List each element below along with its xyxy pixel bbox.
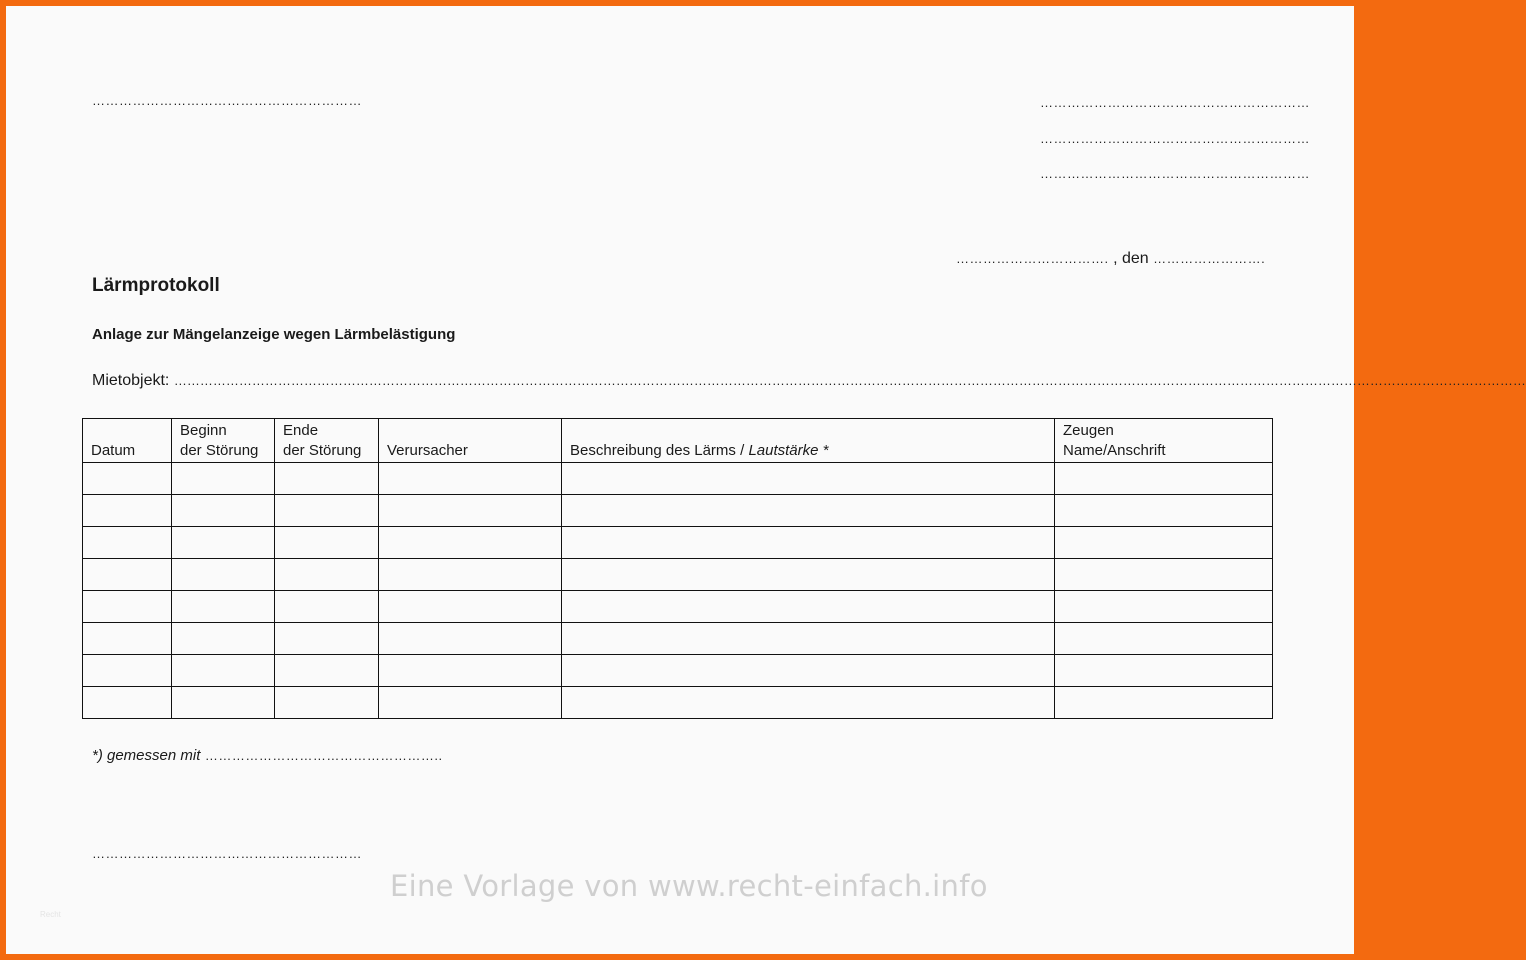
- noise-protocol-table: [82, 418, 1273, 719]
- cell-verursacher[interactable]: [379, 559, 562, 591]
- rental-object-dots: ……………………………………………………………………………………………………………………………………………………………………………………………………………………………………………………………………………………: [173, 373, 1526, 388]
- footnote-dots: ……………………………………………..: [204, 748, 443, 763]
- cell-datum[interactable]: [83, 463, 172, 495]
- cell-ende[interactable]: [275, 655, 379, 687]
- cell-beginn[interactable]: [172, 527, 275, 559]
- cell-zeugen[interactable]: [1055, 559, 1273, 591]
- place-dots: …………………………….: [956, 251, 1109, 266]
- table-row: [83, 655, 1273, 687]
- cell-verursacher[interactable]: [379, 591, 562, 623]
- cell-zeugen[interactable]: [1055, 463, 1273, 495]
- table-row: [83, 623, 1273, 655]
- cell-beschreibung[interactable]: [562, 655, 1055, 687]
- sender-line: ……………………………………………………: [92, 93, 362, 108]
- cell-zeugen[interactable]: [1055, 687, 1273, 719]
- cell-datum[interactable]: [83, 559, 172, 591]
- header-ende: Ende der Störung: [275, 419, 379, 463]
- cell-beschreibung[interactable]: [562, 559, 1055, 591]
- place-date-connector: , den: [1113, 250, 1149, 267]
- cell-datum[interactable]: [83, 655, 172, 687]
- rental-object-line: [92, 372, 1526, 390]
- recipient-line-3: ……………………………………………………: [1040, 166, 1310, 181]
- cell-ende[interactable]: [275, 559, 379, 591]
- cell-verursacher[interactable]: [379, 623, 562, 655]
- cell-verursacher[interactable]: [379, 527, 562, 559]
- table-row: [83, 591, 1273, 623]
- cell-beginn[interactable]: [172, 591, 275, 623]
- cell-ende[interactable]: [275, 527, 379, 559]
- table-row: [83, 495, 1273, 527]
- cell-ende[interactable]: [275, 463, 379, 495]
- cell-datum[interactable]: [83, 495, 172, 527]
- header-datum: Datum: [83, 419, 172, 463]
- cell-beginn[interactable]: [172, 623, 275, 655]
- cell-datum[interactable]: [83, 623, 172, 655]
- cell-zeugen[interactable]: [1055, 591, 1273, 623]
- footnote-line: [92, 747, 443, 765]
- cell-datum[interactable]: [83, 591, 172, 623]
- cell-verursacher[interactable]: [379, 687, 562, 719]
- watermark-text: Eine Vorlage von www.recht-einfach.info: [390, 869, 988, 903]
- cell-verursacher[interactable]: [379, 463, 562, 495]
- cell-ende[interactable]: [275, 495, 379, 527]
- header-zeugen: Zeugen Name/Anschrift: [1055, 419, 1273, 463]
- table-row: [83, 527, 1273, 559]
- cell-beschreibung[interactable]: [562, 527, 1055, 559]
- table-row: [83, 687, 1273, 719]
- cell-beginn[interactable]: [172, 495, 275, 527]
- header-beginn: Beginn der Störung: [172, 419, 275, 463]
- cell-zeugen[interactable]: [1055, 527, 1273, 559]
- rental-object-label: Mietobjekt:: [92, 372, 170, 389]
- footnote-label: *) gemessen mit: [92, 747, 201, 764]
- cell-ende[interactable]: [275, 591, 379, 623]
- table-row: [83, 559, 1273, 591]
- table-body: [83, 463, 1273, 719]
- table-row: [83, 463, 1273, 495]
- cell-beginn[interactable]: [172, 687, 275, 719]
- corner-mark: Recht: [40, 910, 61, 919]
- cell-ende[interactable]: [275, 687, 379, 719]
- document-page: [6, 6, 1526, 954]
- cell-verursacher[interactable]: [379, 495, 562, 527]
- cell-datum[interactable]: [83, 527, 172, 559]
- date-dots: …………………….: [1153, 251, 1266, 266]
- cell-beschreibung[interactable]: [562, 463, 1055, 495]
- header-beschreibung: Beschreibung des Lärms / Lautstärke *: [562, 419, 1055, 463]
- signature-line: ……………………………………………………: [92, 846, 362, 861]
- cell-beschreibung[interactable]: [562, 591, 1055, 623]
- cell-ende[interactable]: [275, 623, 379, 655]
- cell-beginn[interactable]: [172, 655, 275, 687]
- header-verursacher: Verursacher: [379, 419, 562, 463]
- cell-beschreibung[interactable]: [562, 687, 1055, 719]
- cell-zeugen[interactable]: [1055, 495, 1273, 527]
- page-title: Lärmprotokoll: [92, 275, 220, 296]
- cell-beginn[interactable]: [172, 463, 275, 495]
- recipient-line-1: ……………………………………………………: [1040, 95, 1310, 110]
- cell-zeugen[interactable]: [1055, 655, 1273, 687]
- cell-beginn[interactable]: [172, 559, 275, 591]
- cell-zeugen[interactable]: [1055, 623, 1273, 655]
- cell-beschreibung[interactable]: [562, 623, 1055, 655]
- cell-verursacher[interactable]: [379, 655, 562, 687]
- place-date-line: [956, 250, 1265, 268]
- cell-beschreibung[interactable]: [562, 495, 1055, 527]
- cell-datum[interactable]: [83, 687, 172, 719]
- recipient-line-2: ……………………………………………………: [1040, 131, 1310, 146]
- table-header-row: [83, 419, 1273, 463]
- page-subtitle: Anlage zur Mängelanzeige wegen Lärmbelästigung: [92, 326, 456, 343]
